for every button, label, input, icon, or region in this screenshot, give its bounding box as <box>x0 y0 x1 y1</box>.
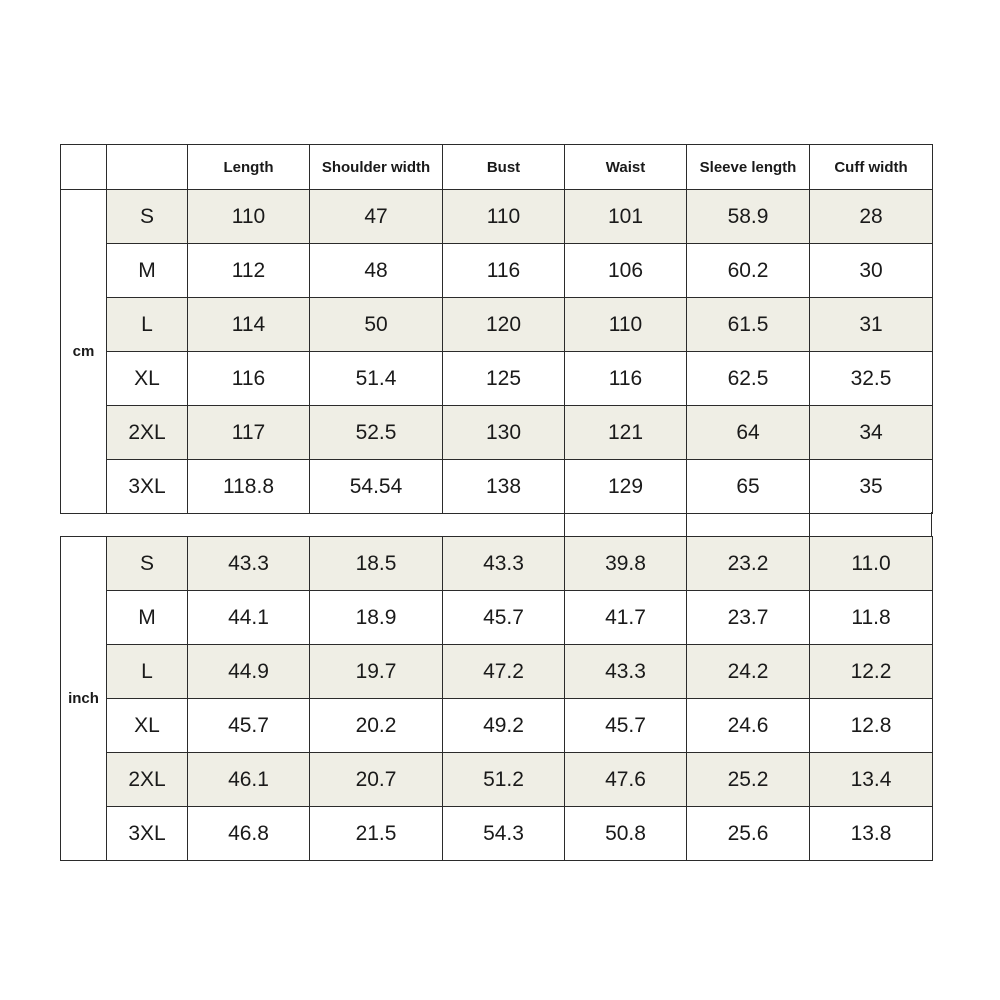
value-cell: 48 <box>310 244 443 298</box>
value-cell: 51.2 <box>443 753 565 807</box>
header-row <box>61 145 933 190</box>
value-cell: 65 <box>687 460 810 514</box>
table-row <box>61 591 933 645</box>
value-cell: 49.2 <box>443 699 565 753</box>
table-row <box>61 406 933 460</box>
value-cell: 52.5 <box>310 406 443 460</box>
value-cell: 54.54 <box>310 460 443 514</box>
size-cell: 2XL <box>107 753 188 807</box>
value-cell: 44.1 <box>188 591 310 645</box>
value-cell: 64 <box>687 406 810 460</box>
size-cell: S <box>107 537 188 591</box>
table-row <box>61 190 933 244</box>
value-cell: 44.9 <box>188 645 310 699</box>
value-cell: 47.6 <box>565 753 687 807</box>
value-cell: 21.5 <box>310 807 443 861</box>
table-row <box>61 753 933 807</box>
value-cell: 118.8 <box>188 460 310 514</box>
value-cell: 50.8 <box>565 807 687 861</box>
value-cell: 13.8 <box>810 807 933 861</box>
value-cell: 129 <box>565 460 687 514</box>
value-cell: 32.5 <box>810 352 933 406</box>
size-cell: 3XL <box>107 807 188 861</box>
table-row <box>61 298 933 352</box>
value-cell: 62.5 <box>687 352 810 406</box>
value-cell: 125 <box>443 352 565 406</box>
size-cell: L <box>107 298 188 352</box>
value-cell: 116 <box>443 244 565 298</box>
gap-divider <box>686 512 687 536</box>
value-cell: 31 <box>810 298 933 352</box>
size-chart-inch-table <box>60 536 933 861</box>
value-cell: 51.4 <box>310 352 443 406</box>
value-cell: 12.8 <box>810 699 933 753</box>
value-cell: 117 <box>188 406 310 460</box>
value-cell: 116 <box>565 352 687 406</box>
value-cell: 18.5 <box>310 537 443 591</box>
value-cell: 46.8 <box>188 807 310 861</box>
size-cell: XL <box>107 699 188 753</box>
value-cell: 106 <box>565 244 687 298</box>
unit-label: inch <box>61 537 107 861</box>
header-corner-cell <box>61 145 107 190</box>
value-cell: 45.7 <box>443 591 565 645</box>
column-header: Sleeve length <box>687 145 810 190</box>
value-cell: 121 <box>565 406 687 460</box>
unit-label: cm <box>61 190 107 514</box>
value-cell: 28 <box>810 190 933 244</box>
size-chart-cm-table <box>60 144 933 514</box>
column-header: Bust <box>443 145 565 190</box>
value-cell: 114 <box>188 298 310 352</box>
value-cell: 61.5 <box>687 298 810 352</box>
value-cell: 138 <box>443 460 565 514</box>
size-cell: 2XL <box>107 406 188 460</box>
value-cell: 116 <box>188 352 310 406</box>
table-row <box>61 352 933 406</box>
value-cell: 45.7 <box>188 699 310 753</box>
value-cell: 120 <box>443 298 565 352</box>
value-cell: 58.9 <box>687 190 810 244</box>
size-cell: L <box>107 645 188 699</box>
value-cell: 23.7 <box>687 591 810 645</box>
gap-divider <box>809 512 810 536</box>
size-cell: M <box>107 244 188 298</box>
table-row <box>61 699 933 753</box>
size-cell: XL <box>107 352 188 406</box>
value-cell: 101 <box>565 190 687 244</box>
value-cell: 43.3 <box>443 537 565 591</box>
value-cell: 13.4 <box>810 753 933 807</box>
value-cell: 23.2 <box>687 537 810 591</box>
value-cell: 47 <box>310 190 443 244</box>
value-cell: 46.1 <box>188 753 310 807</box>
value-cell: 60.2 <box>687 244 810 298</box>
value-cell: 25.2 <box>687 753 810 807</box>
value-cell: 35 <box>810 460 933 514</box>
value-cell: 11.8 <box>810 591 933 645</box>
value-cell: 39.8 <box>565 537 687 591</box>
value-cell: 110 <box>443 190 565 244</box>
column-header: Shoulder width <box>310 145 443 190</box>
value-cell: 41.7 <box>565 591 687 645</box>
column-header: Length <box>188 145 310 190</box>
value-cell: 43.3 <box>565 645 687 699</box>
value-cell: 34 <box>810 406 933 460</box>
size-cell: 3XL <box>107 460 188 514</box>
gap-divider <box>564 512 565 536</box>
value-cell: 30 <box>810 244 933 298</box>
gap-divider <box>931 512 932 536</box>
value-cell: 112 <box>188 244 310 298</box>
value-cell: 24.6 <box>687 699 810 753</box>
size-cell: M <box>107 591 188 645</box>
value-cell: 24.2 <box>687 645 810 699</box>
table-row <box>61 460 933 514</box>
value-cell: 45.7 <box>565 699 687 753</box>
size-cell: S <box>107 190 188 244</box>
value-cell: 50 <box>310 298 443 352</box>
table-row <box>61 244 933 298</box>
value-cell: 20.2 <box>310 699 443 753</box>
value-cell: 43.3 <box>188 537 310 591</box>
size-header-cell <box>107 145 188 190</box>
column-header: Waist <box>565 145 687 190</box>
value-cell: 47.2 <box>443 645 565 699</box>
value-cell: 18.9 <box>310 591 443 645</box>
table-row <box>61 645 933 699</box>
value-cell: 20.7 <box>310 753 443 807</box>
value-cell: 12.2 <box>810 645 933 699</box>
value-cell: 110 <box>565 298 687 352</box>
value-cell: 110 <box>188 190 310 244</box>
table-row <box>61 537 933 591</box>
value-cell: 11.0 <box>810 537 933 591</box>
value-cell: 19.7 <box>310 645 443 699</box>
value-cell: 130 <box>443 406 565 460</box>
value-cell: 25.6 <box>687 807 810 861</box>
column-header: Cuff width <box>810 145 933 190</box>
table-row <box>61 807 933 861</box>
value-cell: 54.3 <box>443 807 565 861</box>
